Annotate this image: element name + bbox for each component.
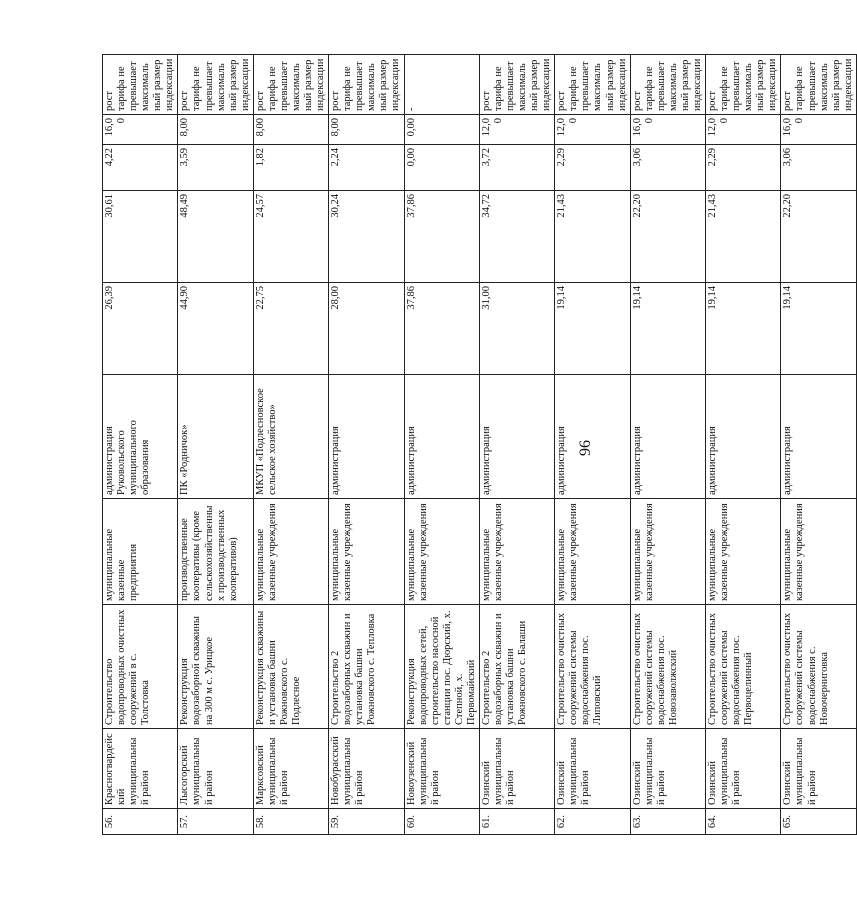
tariff-increase-cell: 3,72 xyxy=(479,145,554,191)
tariff-increase-cell: 3,06 xyxy=(630,145,705,191)
tariff-new-cell: 22,20 xyxy=(630,191,705,283)
index-percent-cell: 16,00 xyxy=(781,115,856,145)
tariff-current-cell: 28,00 xyxy=(329,283,404,375)
consumer-group-cell: производственные кооперативы (кроме сельскохозяйственных производственных кооперативов) xyxy=(178,499,253,605)
tariff-new-cell: 37,86 xyxy=(404,191,479,283)
note-cell: - xyxy=(404,55,479,115)
row-number-cell: 56. xyxy=(103,809,178,835)
table-row xyxy=(706,55,781,835)
tariff-increase-cell: 2,29 xyxy=(706,145,781,191)
measure-cell: Реконструкция водозаборной скважины на 300 м с. Урицкое xyxy=(178,605,253,729)
table-row xyxy=(103,55,178,835)
table-row xyxy=(781,55,856,835)
consumer-group-cell: муниципальные казенные учреждения xyxy=(404,499,479,605)
note-cell: рост тарифа не превышает максимальный размер индексации xyxy=(253,55,328,115)
table-row xyxy=(630,55,705,835)
table-row xyxy=(253,55,328,835)
table-row xyxy=(404,55,479,835)
measure-cell: Строительство 2 водозаборных скважин и установка башни Рожновского с. Тепловка xyxy=(329,605,404,729)
tariff-current-cell: 22,75 xyxy=(253,283,328,375)
district-cell: Марксовский муниципальный район xyxy=(253,729,328,809)
row-number-cell: 63. xyxy=(630,809,705,835)
district-cell: Озинский муниципальный район xyxy=(706,729,781,809)
tariff-new-cell: 30,61 xyxy=(103,191,178,283)
table-row xyxy=(178,55,253,835)
tariff-current-cell: 19,14 xyxy=(555,283,630,375)
row-number-cell: 57. xyxy=(178,809,253,835)
note-cell: рост тарифа не превышает максимальный размер индексации xyxy=(706,55,781,115)
operator-cell: администрация xyxy=(404,375,479,499)
note-cell: рост тарифа не превышает максимальный размер индексации xyxy=(178,55,253,115)
table-body xyxy=(103,55,857,835)
operator-cell: администрация xyxy=(630,375,705,499)
operator-cell: МКУП «Подлесновское сельское хозяйство» xyxy=(253,375,328,499)
operator-cell: администрация Руковольского муниципального образования xyxy=(103,375,178,499)
consumer-group-cell: муниципальные казенные учреждения xyxy=(781,499,856,605)
note-cell: рост тарифа не превышает максимальный размер индексации xyxy=(630,55,705,115)
tariff-increase-cell: 1,82 xyxy=(253,145,328,191)
district-cell: Озинский муниципальный район xyxy=(781,729,856,809)
tariff-current-cell: 19,14 xyxy=(706,283,781,375)
tariff-current-cell: 44,90 xyxy=(178,283,253,375)
index-percent-cell: 8,00 xyxy=(329,115,404,145)
measure-cell: Реконструкция скважины и установка башни Рожновского с. Подлесное xyxy=(253,605,328,729)
tariff-increase-cell: 2,24 xyxy=(329,145,404,191)
operator-cell: администрация xyxy=(329,375,404,499)
district-cell: Озинский муниципальный район xyxy=(479,729,554,809)
tariff-new-cell: 21,43 xyxy=(706,191,781,283)
measure-cell: Строительство очистных сооружений системы водоснабжения пос. Новозаволжский xyxy=(630,605,705,729)
district-cell: Озинский муниципальный район xyxy=(555,729,630,809)
tariff-new-cell: 48,49 xyxy=(178,191,253,283)
tariff-new-cell: 22,20 xyxy=(781,191,856,283)
row-number-cell: 59. xyxy=(329,809,404,835)
tariff-increase-cell: 3,59 xyxy=(178,145,253,191)
measure-cell: Строительство очистных сооружений системы водоснабжения с. Новочерниговка xyxy=(781,605,856,729)
index-percent-cell: 16,00 xyxy=(630,115,705,145)
row-number-cell: 58. xyxy=(253,809,328,835)
consumer-group-cell: муниципальные казенные учреждения xyxy=(555,499,630,605)
index-percent-cell: 0,00 xyxy=(404,115,479,145)
district-cell: Лысогорский муниципальный район xyxy=(178,729,253,809)
tariff-increase-cell: 2,29 xyxy=(555,145,630,191)
index-percent-cell: 12,00 xyxy=(706,115,781,145)
note-cell: рост тарифа не превышает максимальный размер индексации xyxy=(781,55,856,115)
operator-cell: администрация xyxy=(706,375,781,499)
operator-cell: администрация xyxy=(555,375,630,499)
consumer-group-cell: муниципальные казенные учреждения xyxy=(253,499,328,605)
tariff-new-cell: 21,43 xyxy=(555,191,630,283)
tariff-new-cell: 24,57 xyxy=(253,191,328,283)
index-percent-cell: 8,00 xyxy=(253,115,328,145)
index-percent-cell: 16,00 xyxy=(103,115,178,145)
tariff-new-cell: 34,72 xyxy=(479,191,554,283)
row-number-cell: 60. xyxy=(404,809,479,835)
row-number-cell: 64. xyxy=(706,809,781,835)
note-cell: рост тарифа не превышает максимальный размер индексации xyxy=(103,55,178,115)
operator-cell: ПК «Родничок» xyxy=(178,375,253,499)
note-cell: рост тарифа не превышает максимальный размер индексации xyxy=(329,55,404,115)
district-cell: Красногвардейский муниципальный район xyxy=(103,729,178,809)
row-number-cell: 65. xyxy=(781,809,856,835)
row-number-cell: 62. xyxy=(555,809,630,835)
district-cell: Новобурасский муниципальный район xyxy=(329,729,404,809)
tariff-current-cell: 37,86 xyxy=(404,283,479,375)
tariff-increase-cell: 0,00 xyxy=(404,145,479,191)
page-number: 96 xyxy=(577,440,594,456)
consumer-group-cell: муниципальные казенные учреждения xyxy=(630,499,705,605)
tariff-current-cell: 31,00 xyxy=(479,283,554,375)
tariff-current-cell: 26,39 xyxy=(103,283,178,375)
table-row xyxy=(555,55,630,835)
measure-cell: Строительство очистных сооружений системы водоснабжения пос. Первоцелинный xyxy=(706,605,781,729)
tariff-table xyxy=(102,54,857,835)
tariff-current-cell: 19,14 xyxy=(781,283,856,375)
district-cell: Новоузенский муниципальный район xyxy=(404,729,479,809)
index-percent-cell: 12,00 xyxy=(555,115,630,145)
measure-cell: Строительство 2 водозаборных скважин и установка башни Рожновского с. Балаши xyxy=(479,605,554,729)
operator-cell: администрация xyxy=(781,375,856,499)
table-row xyxy=(479,55,554,835)
operator-cell: администрация xyxy=(479,375,554,499)
consumer-group-cell: муниципальные казенные учреждения xyxy=(479,499,554,605)
measure-cell: Строительство очистных сооружений системы водоснабжения пос. Липовский xyxy=(555,605,630,729)
index-percent-cell: 8,00 xyxy=(178,115,253,145)
tariff-increase-cell: 3,06 xyxy=(781,145,856,191)
tariff-increase-cell: 4,22 xyxy=(103,145,178,191)
consumer-group-cell: муниципальные казенные предприятия xyxy=(103,499,178,605)
consumer-group-cell: муниципальные казенные учреждения xyxy=(706,499,781,605)
note-cell: рост тарифа не превышает максимальный размер индексации xyxy=(555,55,630,115)
note-cell: рост тарифа не превышает максимальный размер индексации xyxy=(479,55,554,115)
table-row xyxy=(329,55,404,835)
tariff-current-cell: 19,14 xyxy=(630,283,705,375)
row-number-cell: 61. xyxy=(479,809,554,835)
consumer-group-cell: муниципальные казенные учреждения xyxy=(329,499,404,605)
index-percent-cell: 12,00 xyxy=(479,115,554,145)
district-cell: Озинский муниципальный район xyxy=(630,729,705,809)
measure-cell: Строительство водопроводных очистных сооружений в с. Толстовка xyxy=(103,605,178,729)
measure-cell: Реконструкция водопроводных сетей, строительство насосной станции пос. Дюрский, х. Степной, х. Первомайский xyxy=(404,605,479,729)
tariff-new-cell: 30,24 xyxy=(329,191,404,283)
